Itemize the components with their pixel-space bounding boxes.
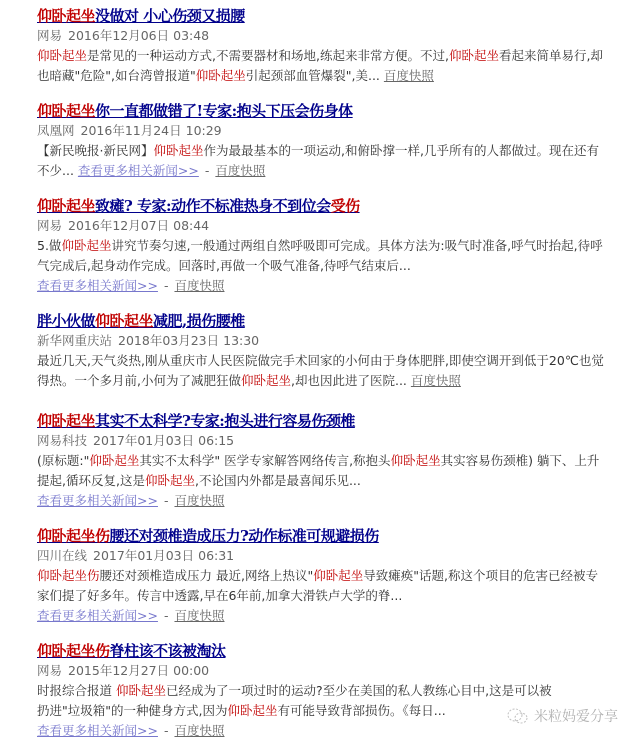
result-item: [37, 526, 607, 641]
cache-link[interactable]: 百度快照: [383, 68, 434, 83]
summary-text: 有可能导致背部损伤。《每日...: [277, 703, 446, 718]
source: 网易: [37, 218, 63, 233]
source: 凤凰网: [37, 123, 75, 138]
keyword-highlight: 仰卧起坐: [61, 238, 112, 253]
keyword-highlight: 仰卧起坐: [153, 143, 204, 158]
more-news-link[interactable]: 查看更多相关新闻>>: [77, 163, 199, 178]
keyword-highlight: 仰卧起坐: [115, 683, 166, 698]
date: 2017年01月03日 06:15: [93, 433, 235, 448]
separator: -: [163, 278, 169, 293]
summary-text: ,却也因此进了医院...: [291, 373, 407, 388]
result-title-link[interactable]: [37, 311, 245, 331]
date: 2016年12月06日 03:48: [68, 28, 210, 43]
summary-text: ,不论国内外都是最喜闻乐见...: [194, 473, 361, 488]
summary-text: 是常见的一种运动方式,不需要器材和场地,练起来非常方便。不过,: [87, 48, 449, 63]
title-text: 胖小伙做: [37, 312, 96, 330]
result-meta: [37, 661, 607, 681]
search-results: [37, 6, 607, 756]
keyword-highlight: 仰卧起坐: [448, 48, 499, 63]
wechat-icon: [506, 706, 530, 726]
cache-link[interactable]: 百度快照: [174, 608, 225, 623]
summary-text: 【新民晚报·新民网】: [37, 143, 154, 158]
title-highlight: 仰卧起坐: [37, 102, 96, 120]
summary-text: (原标题:": [37, 453, 90, 468]
result-item: [37, 311, 607, 411]
title-highlight: 仰卧起坐伤: [37, 527, 110, 545]
summary-text: 引起颈部血管爆裂",美...: [245, 68, 380, 83]
summary-text: 讲究节奏匀速,一般通过两组自然呼吸即可完成。具体方法为:吸气时准备,呼气时抬起,待呼气完成后,起身动作完成。回落时,再做一个吸气准备,待呼气结束后...: [37, 238, 603, 273]
keyword-highlight: 仰卧起坐: [37, 48, 88, 63]
title-text: 你一直都做错了!专家:抱头下压会伤身体: [95, 102, 353, 120]
keyword-highlight: 仰卧起坐伤: [37, 568, 100, 583]
source: 网易: [37, 663, 63, 678]
date: 2018年03月23日 13:30: [118, 333, 260, 348]
keyword-highlight: 仰卧起坐: [89, 453, 140, 468]
keyword-highlight: 仰卧起坐: [195, 68, 246, 83]
date: 2015年12月27日 00:00: [68, 663, 210, 678]
result-summary: [37, 681, 557, 721]
result-summary: [37, 236, 607, 276]
title-text: 致瘫? 专家:动作不标准热身不到位会: [95, 197, 331, 215]
summary-text: 5.做: [37, 238, 62, 253]
title-highlight: 仰卧起坐: [95, 312, 154, 330]
result-meta: [37, 546, 607, 566]
date: 2016年12月07日 08:44: [68, 218, 210, 233]
result-title-link[interactable]: [37, 6, 245, 26]
result-summary: [37, 46, 607, 86]
separator: -: [163, 608, 169, 623]
keyword-highlight: 仰卧起坐: [240, 373, 291, 388]
result-meta: [37, 121, 607, 141]
title-highlight: 仰卧起坐: [37, 412, 96, 430]
result-item: [37, 6, 607, 101]
more-news-link[interactable]: 查看更多相关新闻>>: [37, 493, 158, 508]
result-title-link[interactable]: [37, 196, 360, 216]
result-summary: [37, 141, 607, 181]
more-news-link[interactable]: 查看更多相关新闻>>: [37, 723, 158, 738]
title-highlight: 仰卧起坐伤: [37, 642, 110, 660]
keyword-highlight: 仰卧起坐: [313, 568, 364, 583]
result-links: [37, 491, 607, 511]
title-text: 没做对 小心伤颈又损腰: [95, 7, 245, 25]
result-item: [37, 101, 607, 196]
cache-link[interactable]: 百度快照: [215, 163, 266, 178]
summary-text: 已经成为了一项过时的运动?至少在美国的私人教练心目中,这是可以被扔进"垃圾箱"的一种健身方式,因为: [37, 683, 552, 718]
source: 新华网重庆站: [37, 333, 113, 348]
title-text: 减肥,损伤腰椎: [153, 312, 245, 330]
more-news-link[interactable]: 查看更多相关新闻>>: [37, 278, 158, 293]
result-meta: [37, 216, 607, 236]
result-links: [37, 276, 607, 296]
cache-link[interactable]: 百度快照: [174, 723, 225, 738]
keyword-highlight: 仰卧起坐: [227, 703, 278, 718]
result-summary: [37, 566, 607, 606]
cache-link[interactable]: 百度快照: [174, 278, 225, 293]
title-highlight: 受伤: [330, 197, 360, 215]
keyword-highlight: 仰卧起坐: [390, 453, 441, 468]
cache-link[interactable]: 百度快照: [174, 493, 225, 508]
title-text: 其实不太科学?专家:抱头进行容易伤颈椎: [95, 412, 355, 430]
title-text: 脊柱该不该被淘汰: [109, 642, 226, 660]
result-item: [37, 411, 607, 526]
title-highlight: 仰卧起坐: [37, 7, 96, 25]
summary-text: 看起来简单易行,却也暗藏"危险",如台湾曾报道": [37, 48, 603, 83]
result-links: [37, 606, 607, 626]
cache-link[interactable]: 百度快照: [410, 373, 461, 388]
summary-text: 作为最最基本的一项运动,和俯卧撑一样,几乎所有的人都做过。现在还有不少...: [37, 143, 599, 178]
date: 2017年01月03日 06:31: [93, 548, 235, 563]
summary-text: 导致瘫痪"话题,称这个项目的危害已经被专家们提了好多年。传言中透露,早在6年前,加拿大滑铁卢大学的脊...: [37, 568, 598, 603]
title-highlight: 仰卧起坐: [37, 197, 96, 215]
result-title-link[interactable]: [37, 101, 353, 121]
separator: -: [163, 723, 169, 738]
summary-text: 最近几天,天气炎热,刚从重庆市人民医院做完手术回家的小何由于身体肥胖,即使空调开到低于20℃也觉得热。一个多月前,小何为了减肥狂做: [37, 353, 604, 388]
result-item: [37, 641, 607, 756]
source: 网易科技: [37, 433, 88, 448]
result-summary: [37, 451, 607, 491]
date: 2016年11月24日 10:29: [80, 123, 222, 138]
result-title-link[interactable]: [37, 411, 355, 431]
summary-text: 时报综合报道: [37, 683, 116, 698]
summary-text: 其实不太科学" 医学专家解答网络传言,称抱头: [139, 453, 391, 468]
watermark-text: 米粒妈爱分享: [534, 709, 618, 725]
more-news-link[interactable]: 查看更多相关新闻>>: [37, 608, 158, 623]
result-meta: [37, 331, 607, 351]
separator: -: [204, 163, 210, 178]
summary-text: 腰还对颈椎造成压力 最近,网络上热议": [99, 568, 314, 583]
result-meta: [37, 431, 607, 451]
separator: -: [163, 493, 169, 508]
watermark: [506, 706, 618, 726]
result-item: [37, 196, 607, 311]
result-summary: [37, 351, 607, 391]
source: 四川在线: [37, 548, 88, 563]
title-text: 腰还对颈椎造成压力?动作标准可规避损伤: [109, 527, 379, 545]
summary-text: 其实容易伤颈椎) 躺下、上升提起,循环反复,这是: [37, 453, 600, 488]
result-title-link[interactable]: [37, 641, 226, 661]
result-meta: [37, 26, 607, 46]
source: 网易: [37, 28, 63, 43]
keyword-highlight: 仰卧起坐: [144, 473, 195, 488]
result-title-link[interactable]: [37, 526, 379, 546]
